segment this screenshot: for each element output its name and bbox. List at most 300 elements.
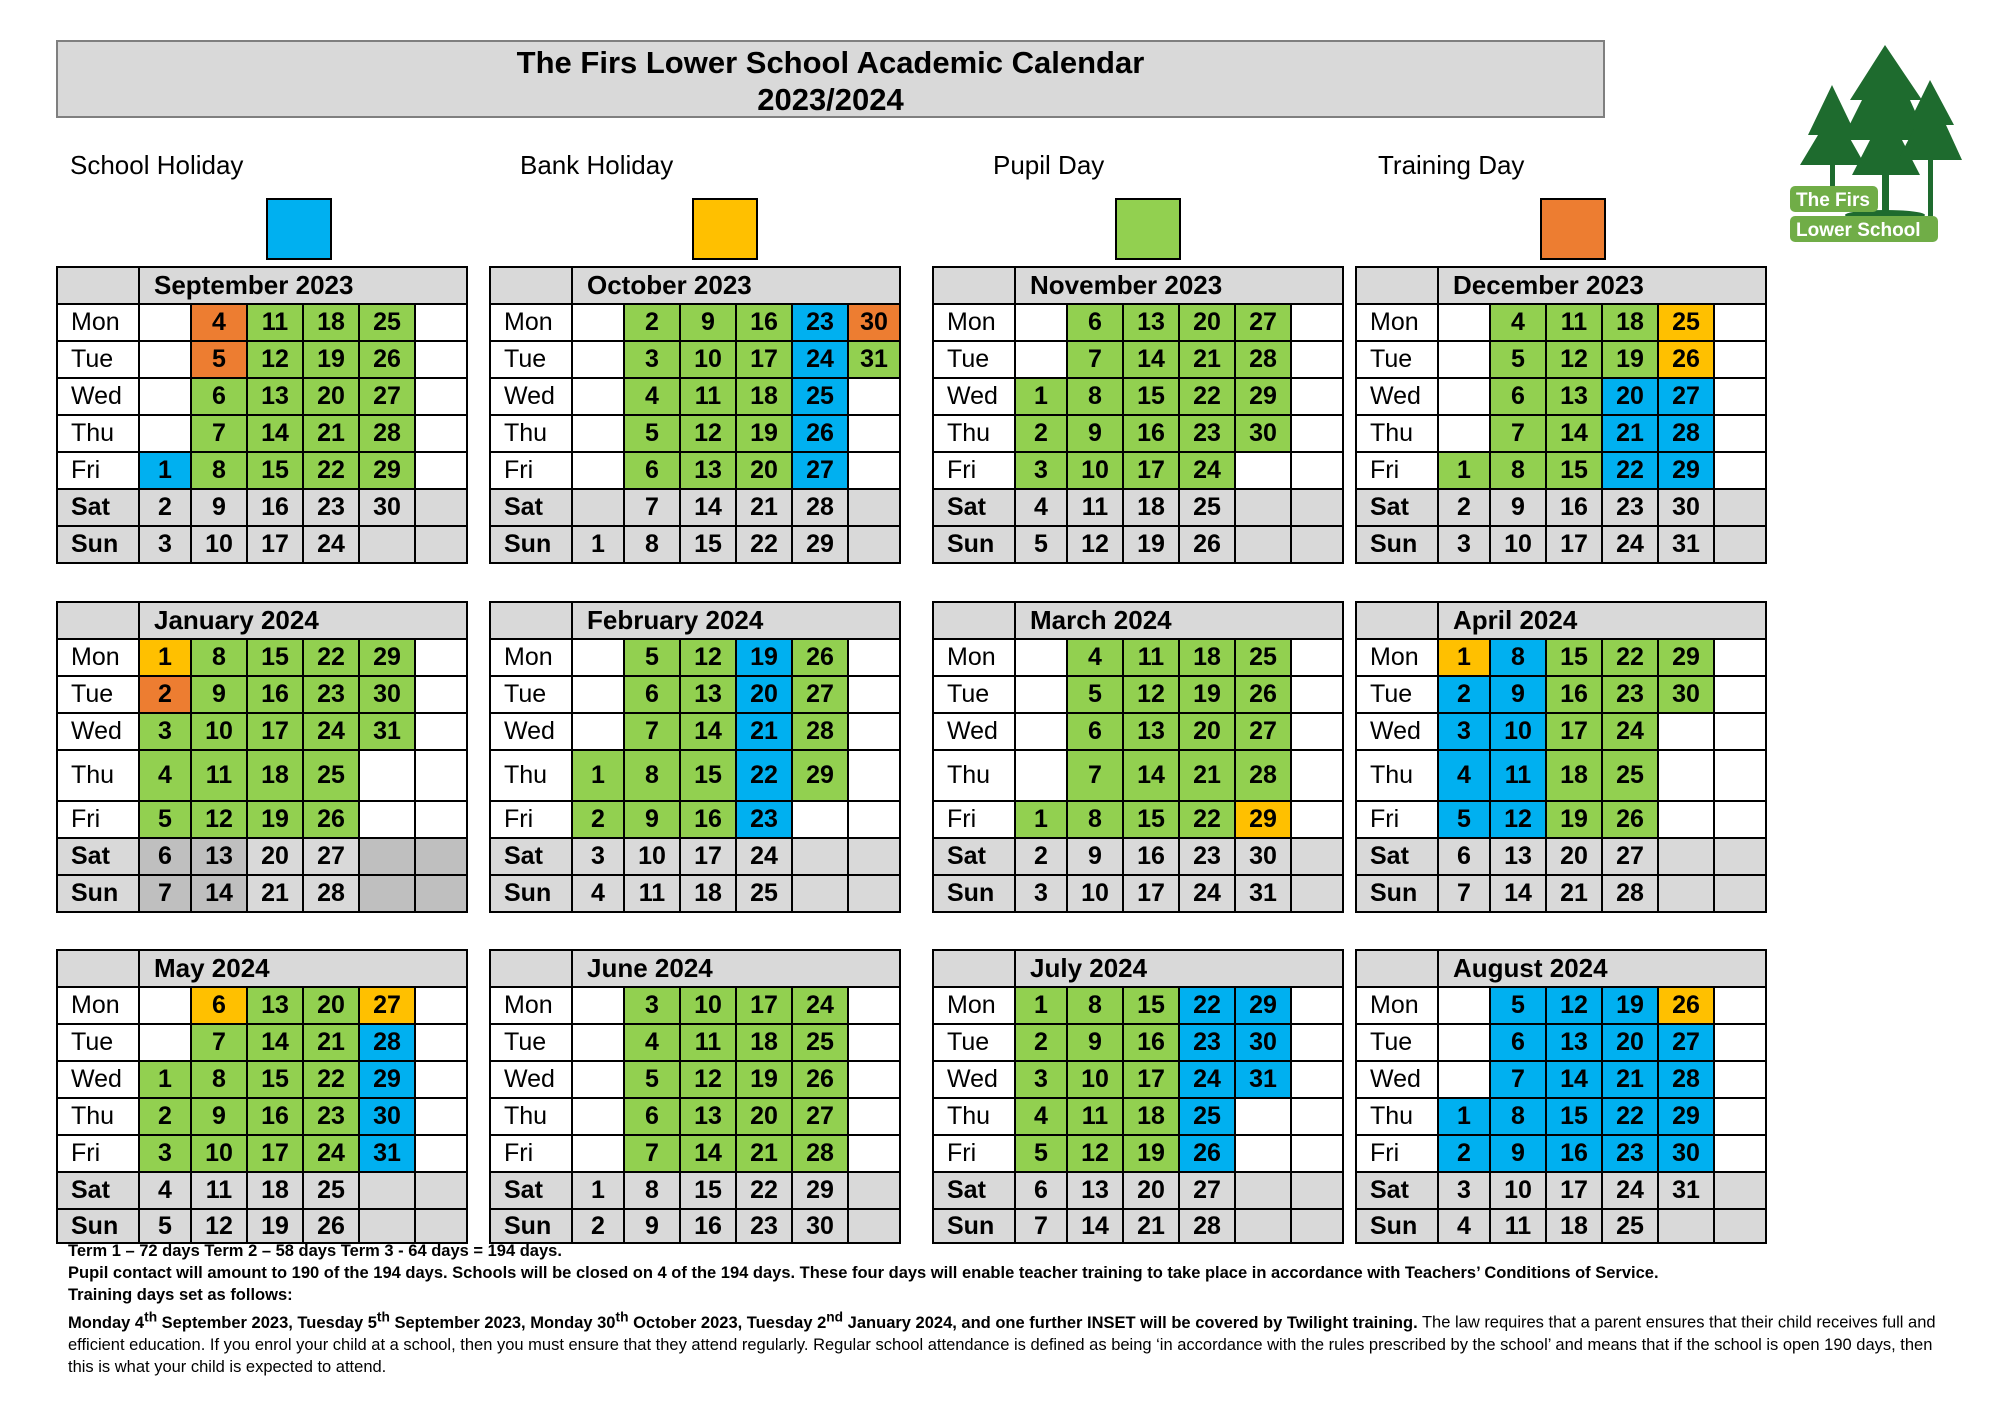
date-cell [1235,452,1291,489]
date-cell [139,415,191,452]
day-label: Sat [1356,489,1438,526]
date-cell: 28 [359,415,415,452]
date-cell: 20 [1602,378,1658,415]
month-title: August 2024 [1438,950,1766,987]
date-cell: 8 [1067,987,1123,1024]
week-day-row [490,378,900,415]
day-label: Thu [57,1098,139,1135]
date-cell [1658,713,1714,750]
date-cell: 22 [1602,452,1658,489]
week-day-row [490,801,900,838]
date-cell: 1 [1015,378,1067,415]
week-day-row [57,1209,467,1243]
date-cell [572,489,624,526]
date-cell: 10 [1067,875,1123,912]
date-cell: 11 [680,1024,736,1061]
day-label: Sat [57,1172,139,1209]
date-cell: 16 [247,676,303,713]
day-label: Wed [490,713,572,750]
date-cell: 11 [680,378,736,415]
date-cell: 18 [1123,489,1179,526]
month-title: October 2023 [572,267,900,304]
month-header-blank [933,602,1015,639]
day-label: Thu [57,750,139,801]
week-day-row [933,713,1343,750]
date-cell: 2 [139,676,191,713]
school-logo [1790,40,1966,245]
date-cell: 4 [1015,489,1067,526]
legend-label-bank-holiday: Bank Holiday [520,150,674,180]
date-cell [359,1172,415,1209]
month-header-blank [933,950,1015,987]
date-cell: 16 [680,1209,736,1243]
legend-label-school-holiday: School Holiday [70,150,244,180]
date-cell: 19 [247,1209,303,1243]
date-cell: 7 [1490,415,1546,452]
date-cell: 19 [1123,526,1179,563]
week-day-row [933,1061,1343,1098]
date-cell: 5 [624,639,680,676]
week-day-row [57,801,467,838]
date-cell: 2 [1438,489,1490,526]
date-cell [139,378,191,415]
date-cell: 23 [1179,838,1235,875]
date-cell: 29 [1235,378,1291,415]
date-cell: 8 [191,639,247,676]
week-day-row [933,750,1343,801]
week-day-row [490,676,900,713]
date-cell: 25 [359,304,415,341]
date-cell [1291,676,1343,713]
date-cell: 27 [792,676,848,713]
date-cell: 5 [191,341,247,378]
week-day-row [490,415,900,452]
date-cell: 6 [1015,1172,1067,1209]
date-cell: 15 [1546,452,1602,489]
day-label: Tue [1356,341,1438,378]
date-cell: 1 [572,526,624,563]
week-day-row [1356,1135,1766,1172]
date-cell: 18 [1546,1209,1602,1243]
date-cell: 31 [359,713,415,750]
month-header-blank [490,267,572,304]
day-label: Mon [490,987,572,1024]
day-label: Sun [1356,875,1438,912]
date-cell [1714,750,1766,801]
week-day-row [933,341,1343,378]
date-cell [1291,1024,1343,1061]
date-cell: 5 [624,1061,680,1098]
day-label: Sun [57,875,139,912]
date-cell [1714,676,1766,713]
date-cell: 29 [1658,452,1714,489]
week-day-row [933,676,1343,713]
day-label: Tue [57,1024,139,1061]
date-cell [415,452,467,489]
date-cell: 27 [1658,1024,1714,1061]
date-cell: 29 [1658,639,1714,676]
date-cell [1235,1135,1291,1172]
footer-pupil-contact: Pupil contact will amount to 190 of the 194 days. Schools will be closed on 4 of the 194 days. These four days will enable teacher training to take place in accordance with Teachers’ Conditions of Service. [68,1264,1659,1282]
date-cell: 14 [247,415,303,452]
week-day-row [490,1098,900,1135]
date-cell: 16 [1546,1135,1602,1172]
date-cell: 7 [1490,1061,1546,1098]
week-day-row [490,489,900,526]
date-cell: 15 [1123,987,1179,1024]
date-cell: 14 [247,1024,303,1061]
date-cell: 15 [247,639,303,676]
date-cell: 12 [1546,987,1602,1024]
date-cell: 24 [303,1135,359,1172]
date-cell [1291,415,1343,452]
date-cell: 26 [792,639,848,676]
month-header-blank [57,950,139,987]
footer-notes [68,1240,1948,1378]
day-label: Mon [57,304,139,341]
date-cell [1291,750,1343,801]
date-cell: 13 [191,838,247,875]
date-cell [1291,987,1343,1024]
date-cell: 5 [139,1209,191,1243]
date-cell [1235,489,1291,526]
week-day-row [1356,489,1766,526]
date-cell: 23 [1179,415,1235,452]
date-cell: 9 [1067,415,1123,452]
date-cell: 14 [1490,875,1546,912]
date-cell: 23 [736,801,792,838]
date-cell: 16 [1546,489,1602,526]
date-cell: 1 [1438,452,1490,489]
date-cell: 26 [1658,341,1714,378]
date-cell: 23 [303,489,359,526]
date-cell: 26 [792,1061,848,1098]
date-cell: 4 [572,875,624,912]
week-day-row [933,526,1343,563]
date-cell: 29 [792,1172,848,1209]
date-cell [848,489,900,526]
day-label: Mon [57,987,139,1024]
date-cell: 20 [303,987,359,1024]
date-cell: 25 [736,875,792,912]
date-cell: 22 [303,1061,359,1098]
date-cell: 30 [1658,1135,1714,1172]
date-cell: 21 [1546,875,1602,912]
date-cell: 25 [303,1172,359,1209]
date-cell: 24 [303,713,359,750]
date-cell: 11 [1490,1209,1546,1243]
date-cell: 16 [1546,676,1602,713]
date-cell [1235,526,1291,563]
date-cell: 9 [624,801,680,838]
date-cell: 9 [191,1098,247,1135]
week-day-row [57,489,467,526]
date-cell [1291,304,1343,341]
date-cell: 9 [1490,676,1546,713]
date-cell: 4 [1490,304,1546,341]
day-label: Fri [57,452,139,489]
day-label: Tue [933,676,1015,713]
day-label: Sun [57,526,139,563]
date-cell [1714,341,1766,378]
month-title: November 2023 [1015,267,1343,304]
day-label: Mon [490,639,572,676]
week-day-row [57,452,467,489]
day-label: Sat [490,489,572,526]
trees-icon [1790,40,1966,245]
date-cell [415,415,467,452]
date-cell: 2 [139,1098,191,1135]
date-cell: 22 [1602,639,1658,676]
month-header-blank [490,602,572,639]
month-title: September 2023 [139,267,467,304]
date-cell: 30 [1235,415,1291,452]
date-cell [415,378,467,415]
date-cell [1714,1209,1766,1243]
date-cell: 14 [1546,1061,1602,1098]
day-label: Thu [57,415,139,452]
date-cell: 4 [1438,750,1490,801]
date-cell: 29 [792,526,848,563]
date-cell: 25 [303,750,359,801]
date-cell [1235,1172,1291,1209]
date-cell [1714,415,1766,452]
week-day-row [57,1135,467,1172]
date-cell: 25 [792,378,848,415]
week-day-row [933,1024,1343,1061]
date-cell: 20 [736,676,792,713]
date-cell: 28 [792,713,848,750]
date-cell: 27 [1179,1172,1235,1209]
date-cell: 12 [1067,1135,1123,1172]
date-cell: 17 [1546,1172,1602,1209]
date-cell: 9 [624,1209,680,1243]
date-cell: 28 [1235,750,1291,801]
date-cell: 21 [303,1024,359,1061]
date-cell [415,750,467,801]
day-label: Wed [933,1061,1015,1098]
footer-training-dates: Monday 4th September 2023, Tuesday 5th September 2023, Monday 30th October 2023, Tuesday 2nd January 2024, and one further INSET will be covered by Twilight training. The law requires that a parent ensures that their child receives full and efficient education. If you enrol your child at a school, then you must ensure that they attend regularly. Regular school attendance is defined as being ‘in accordance with the rules prescribed by the school’ and means that if the school is open 190 days, then this is what your child is expected to attend. [68,1309,1936,1376]
legend-swatch-training-day [1540,198,1606,260]
week-day-row [57,676,467,713]
date-cell: 13 [1123,304,1179,341]
date-cell [1438,415,1490,452]
date-cell: 16 [1123,1024,1179,1061]
day-label: Sun [933,526,1015,563]
day-label: Sat [933,1172,1015,1209]
date-cell: 10 [1067,1061,1123,1098]
date-cell: 7 [1067,750,1123,801]
date-cell: 5 [139,801,191,838]
date-cell [1714,1172,1766,1209]
date-cell [1714,987,1766,1024]
date-cell: 20 [736,1098,792,1135]
date-cell: 27 [1235,304,1291,341]
date-cell [848,639,900,676]
date-cell: 15 [1546,1098,1602,1135]
day-label: Sat [1356,838,1438,875]
day-label: Tue [1356,676,1438,713]
date-cell: 17 [247,713,303,750]
date-cell: 17 [247,1135,303,1172]
week-day-row [1356,1024,1766,1061]
date-cell: 27 [792,1098,848,1135]
date-cell: 18 [736,378,792,415]
date-cell: 24 [1602,1172,1658,1209]
date-cell: 11 [1490,750,1546,801]
week-day-row [1356,1209,1766,1243]
day-label: Tue [933,1024,1015,1061]
day-label: Mon [933,304,1015,341]
date-cell [415,341,467,378]
day-label: Fri [490,452,572,489]
date-cell: 22 [736,1172,792,1209]
week-day-row [1356,801,1766,838]
date-cell [1714,452,1766,489]
date-cell: 10 [1490,713,1546,750]
date-cell: 5 [1015,526,1067,563]
day-label: Sat [933,489,1015,526]
date-cell [848,713,900,750]
date-cell: 4 [139,1172,191,1209]
page-subtitle: 2023/2024 [757,82,904,117]
day-label: Tue [933,341,1015,378]
month-header-blank [1356,950,1438,987]
date-cell: 30 [1658,489,1714,526]
date-cell: 6 [1438,838,1490,875]
date-cell [415,676,467,713]
date-cell: 5 [624,415,680,452]
date-cell: 30 [848,304,900,341]
date-cell [1658,750,1714,801]
date-cell [1658,801,1714,838]
day-label: Fri [57,801,139,838]
month-header-blank [490,950,572,987]
date-cell: 4 [1438,1209,1490,1243]
date-cell: 26 [1179,526,1235,563]
day-label: Tue [57,341,139,378]
day-label: Fri [1356,452,1438,489]
day-label: Wed [1356,378,1438,415]
week-day-row [1356,526,1766,563]
day-label: Tue [1356,1024,1438,1061]
week-day-row [1356,415,1766,452]
date-cell: 26 [1602,801,1658,838]
day-label: Sun [933,1209,1015,1243]
date-cell: 9 [680,304,736,341]
date-cell [572,639,624,676]
date-cell: 8 [624,526,680,563]
date-cell [1291,875,1343,912]
date-cell: 18 [1123,1098,1179,1135]
date-cell: 15 [247,452,303,489]
date-cell: 13 [1123,713,1179,750]
day-label: Mon [1356,639,1438,676]
date-cell: 6 [1067,304,1123,341]
date-cell: 15 [1546,639,1602,676]
week-day-row [933,1172,1343,1209]
date-cell [1291,713,1343,750]
date-cell: 1 [139,452,191,489]
date-cell [415,1172,467,1209]
date-cell [848,875,900,912]
date-cell: 13 [247,987,303,1024]
date-cell [572,1135,624,1172]
date-cell: 24 [1179,875,1235,912]
date-cell: 16 [247,489,303,526]
date-cell: 19 [1602,987,1658,1024]
day-label: Sun [1356,526,1438,563]
date-cell: 28 [303,875,359,912]
date-cell: 5 [1067,676,1123,713]
date-cell [572,1024,624,1061]
day-label: Fri [933,1135,1015,1172]
week-day-row [57,838,467,875]
date-cell: 31 [1235,1061,1291,1098]
date-cell [1438,378,1490,415]
date-cell: 10 [680,987,736,1024]
date-cell: 20 [247,838,303,875]
date-cell [572,341,624,378]
page-title: The Firs Lower School Academic Calendar [516,45,1145,80]
date-cell [1658,838,1714,875]
date-cell [139,1024,191,1061]
week-day-row [1356,452,1766,489]
legend-label-training-day: Training Day [1378,150,1525,180]
month-table [1355,266,1767,564]
date-cell [1714,639,1766,676]
date-cell: 11 [191,750,247,801]
date-cell [848,1098,900,1135]
date-cell: 16 [1123,838,1179,875]
date-cell [1235,1209,1291,1243]
date-cell: 13 [680,676,736,713]
date-cell: 5 [1015,1135,1067,1172]
date-cell: 3 [624,987,680,1024]
date-cell [792,875,848,912]
date-cell [139,341,191,378]
week-day-row [933,452,1343,489]
day-label: Tue [490,341,572,378]
date-cell: 15 [1123,378,1179,415]
date-cell [1438,987,1490,1024]
date-cell: 26 [303,1209,359,1243]
day-label: Fri [1356,1135,1438,1172]
date-cell [415,987,467,1024]
week-day-row [933,838,1343,875]
date-cell: 21 [1179,750,1235,801]
date-cell: 3 [1015,1061,1067,1098]
date-cell: 26 [1658,987,1714,1024]
date-cell: 29 [1235,987,1291,1024]
date-cell [415,713,467,750]
week-day-row [1356,676,1766,713]
date-cell: 28 [1235,341,1291,378]
date-cell: 25 [1602,1209,1658,1243]
date-cell: 14 [191,875,247,912]
date-cell: 6 [624,452,680,489]
date-cell: 24 [792,987,848,1024]
week-day-row [933,987,1343,1024]
date-cell: 31 [848,341,900,378]
date-cell: 18 [1179,639,1235,676]
date-cell: 1 [572,1172,624,1209]
logo-line1: The Firs [1796,190,1870,211]
date-cell [848,750,900,801]
date-cell: 8 [1067,378,1123,415]
date-cell: 3 [624,341,680,378]
day-label: Thu [1356,1098,1438,1135]
